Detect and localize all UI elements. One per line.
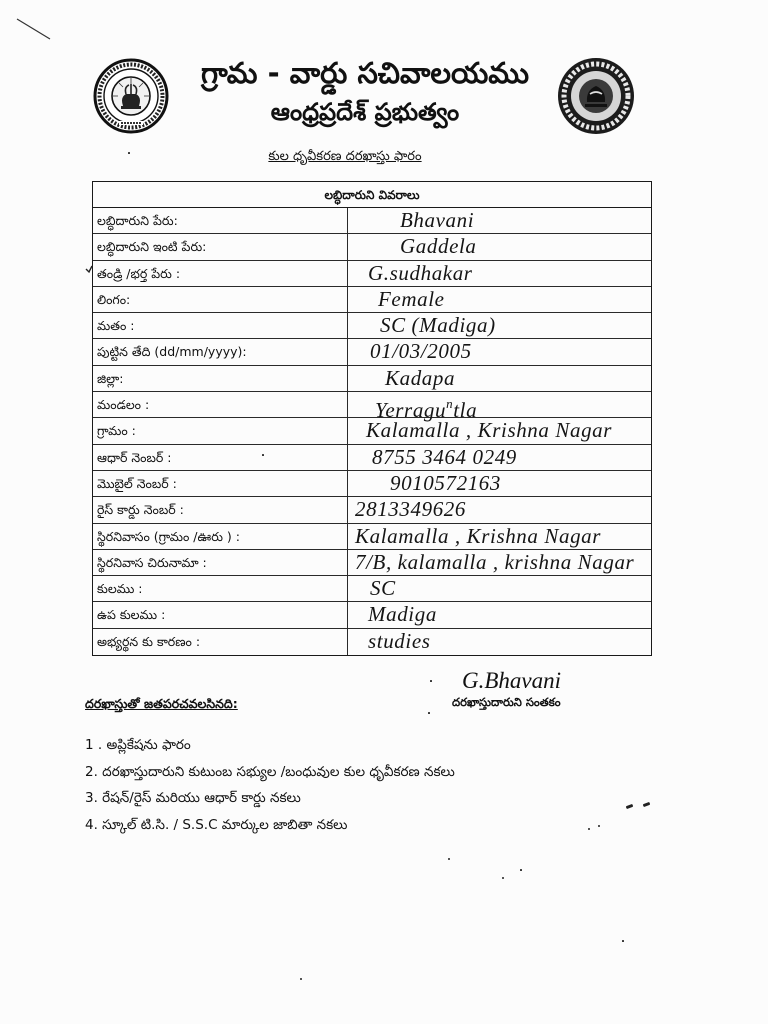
handwritten-value: SC xyxy=(370,576,396,601)
field-value-cell xyxy=(348,629,651,655)
field-label: కులము : xyxy=(93,576,348,601)
scan-speck xyxy=(262,454,264,456)
attachment-item: 3. రేషన్/రైస్ మరియు ఆధార్ కార్డు నకలు xyxy=(85,790,301,806)
row-aadhaar-number xyxy=(93,445,651,471)
row-permanent-address xyxy=(93,550,651,576)
field-label: మండలం : xyxy=(93,392,348,417)
form-title: కుల ధృవీకరణ దరఖాస్తు ఫారం xyxy=(268,149,422,164)
scan-speck xyxy=(626,804,634,809)
field-label: గ్రామం : xyxy=(93,418,348,443)
field-label: స్థిరనివాసం (గ్రామం /ఊరు ) : xyxy=(93,524,348,549)
field-label: అభ్యర్థన కు కారణం : xyxy=(93,629,348,655)
field-value-cell xyxy=(348,497,651,522)
field-value-cell xyxy=(348,471,651,496)
field-value-cell xyxy=(348,366,651,391)
row-gender xyxy=(93,287,651,313)
scan-speck xyxy=(588,828,590,830)
handwritten-insertion: n xyxy=(446,396,454,412)
handwritten-value: Kadapa xyxy=(385,365,456,390)
round-seal-icon xyxy=(556,56,636,136)
field-value-cell xyxy=(348,445,651,470)
handwritten-value: 7/B, kalamalla , krishna Nagar xyxy=(355,549,635,574)
field-label: మతం : xyxy=(93,313,348,338)
row-mandal xyxy=(93,392,651,423)
tick-mark xyxy=(84,264,94,274)
field-value-cell xyxy=(348,261,651,286)
signature-label: దరఖాస్తుదారుని సంతకం xyxy=(452,695,561,709)
scan-speck xyxy=(598,825,600,827)
handwritten-value: 01/03/2005 xyxy=(370,339,472,364)
scan-speck xyxy=(128,152,130,154)
field-label: జిల్లా: xyxy=(93,366,348,391)
row-father-husband-name xyxy=(93,261,651,287)
row-permanent-residence xyxy=(93,524,651,550)
attachments-heading: దరఖాస్తుతో జతపరచవలసినది: xyxy=(85,696,238,711)
field-value-cell xyxy=(348,392,651,423)
attachment-item: 1 . అప్లికేషను ఫారం xyxy=(85,737,191,753)
handwritten-value-start: Yerragu xyxy=(375,398,447,423)
handwritten-value: G.sudhakar xyxy=(368,260,473,285)
field-label: లబ్ధిదారుని పేరు: xyxy=(93,208,348,233)
row-caste xyxy=(93,576,651,602)
scan-speck xyxy=(520,869,522,871)
scan-speck xyxy=(430,680,432,682)
field-label: పుట్టిన తేది (dd/mm/yyyy): xyxy=(93,339,348,364)
field-value-cell xyxy=(348,287,651,312)
field-label: ఉప కులము : xyxy=(93,602,348,627)
row-mobile-number xyxy=(93,471,651,497)
field-value-cell xyxy=(348,208,651,233)
field-label: లబ్ధిదారుని ఇంటి పేరు: xyxy=(93,234,348,259)
handwritten-value: Madiga xyxy=(368,602,437,627)
beneficiary-details-table xyxy=(92,181,652,656)
row-sub-caste xyxy=(93,602,651,628)
page-subtitle-government: ఆంధ్రప్రదేశ్ ప్రభుత్వం xyxy=(270,98,460,126)
field-label: స్థిరనివాస చిరునామా : xyxy=(93,550,348,575)
scan-mark xyxy=(14,16,54,44)
row-religion xyxy=(93,313,651,339)
row-surname xyxy=(93,234,651,260)
field-value-cell xyxy=(348,339,651,364)
field-value-cell xyxy=(348,576,651,601)
field-label: ఆధార్ నెంబర్ : xyxy=(93,445,348,470)
handwritten-value: Kalamalla , Krishna Nagar xyxy=(366,418,613,443)
field-label: లింగం: xyxy=(93,287,348,312)
field-label: మొబైల్ నెంబర్ : xyxy=(93,471,348,496)
handwritten-value: Bhavani xyxy=(400,208,475,232)
applicant-signature: G.Bhavani xyxy=(462,668,562,693)
scan-speck xyxy=(643,802,651,807)
scan-speck xyxy=(428,712,430,714)
handwritten-value: 2813349626 xyxy=(355,497,466,522)
row-date-of-birth xyxy=(93,339,651,365)
handwritten-value: Gaddela xyxy=(400,234,477,259)
handwritten-value: Female xyxy=(378,286,445,311)
scan-speck xyxy=(448,858,450,860)
field-value-cell xyxy=(348,234,651,259)
field-value-cell xyxy=(348,602,651,627)
andhra-pradesh-emblem-icon xyxy=(92,57,170,135)
field-value-cell xyxy=(348,524,651,549)
handwritten-value: 9010572163 xyxy=(390,470,501,495)
table-heading: లబ్ధిదారుని వివరాలు xyxy=(93,182,651,208)
field-label: తండ్రి /భర్త పేరు : xyxy=(93,261,348,286)
scan-speck xyxy=(300,978,302,980)
field-value-cell xyxy=(348,313,651,338)
field-value-cell xyxy=(348,418,651,443)
handwritten-value-end: tla xyxy=(453,398,478,423)
attachment-item: 4. స్కూల్ టి.సి. / S.S.C మార్కుల జాబితా నకలు xyxy=(85,817,348,833)
scan-speck xyxy=(502,877,504,879)
row-beneficiary-name xyxy=(93,208,651,234)
handwritten-value: studies xyxy=(368,628,431,653)
handwritten-value: Kalamalla , Krishna Nagar xyxy=(355,523,602,548)
row-village xyxy=(93,418,651,444)
row-rice-card-number xyxy=(93,497,651,523)
field-value-cell xyxy=(348,550,651,575)
page-title: గ్రామ - వార్డు సచివాలయము xyxy=(201,56,529,90)
field-label: రైస్ కార్డు నెంబర్ : xyxy=(93,497,348,522)
handwritten-value: 8755 3464 0249 xyxy=(372,444,517,469)
attachment-item: 2. దరఖాస్తుదారుని కుటుంబ సభ్యుల /బంధువుల కుల ధృవీకరణ నకలు xyxy=(85,764,455,780)
scan-speck xyxy=(622,940,624,942)
row-request-reason xyxy=(93,629,651,655)
handwritten-value: SC (Madiga) xyxy=(380,313,496,338)
row-district xyxy=(93,366,651,392)
